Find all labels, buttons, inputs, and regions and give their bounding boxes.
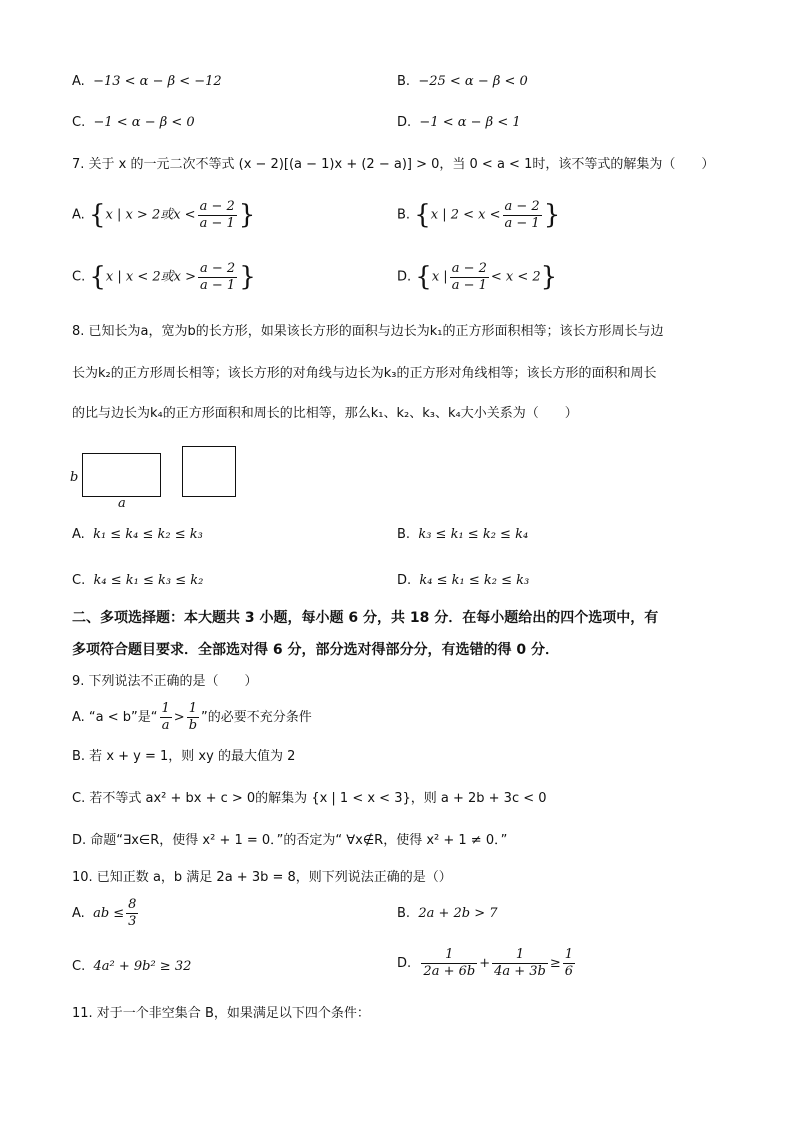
q6-option-c: C. −1 < α − β < 0 [72, 115, 195, 130]
q10-option-d: D. $\frac{1}{2a + 6b}$ + $\frac{1}{4a + 3b}$ ≥ $\frac{1}{6}$ [397, 947, 574, 979]
q9-option-c: C. 若不等式 ax² + bx + c > 0的解集为 {x | 1 < x < 3}，则 a + 2b + 3c < 0 [72, 791, 547, 806]
section2-heading-line2: 多项符合题目要求．全部选对得 6 分，部分选对得部分分，有选错的得 0 分． [72, 642, 559, 658]
q9-option-d: D. 命题“∃x∈R，使得 x² + 1 = 0．”的否定为“ ∀x∉R，使得 x² + 1 ≠ 0．” [72, 833, 508, 848]
figure-label-a: a [118, 496, 126, 511]
q8-option-b: B. k₃ ≤ k₁ ≤ k₂ ≤ k₄ [397, 527, 529, 542]
q7-option-d: D. {x | $\frac{a - 2}{a - 1}$ < x < 2} [397, 260, 558, 293]
square-figure [182, 446, 236, 497]
q7-option-a: A. {x | x > 2或x < $\frac{a - 2}{a - 1}$ } [72, 198, 256, 231]
figure-label-b: b [70, 470, 79, 485]
q10-option-a: A. ab ≤ $\frac{8}{3}$ [72, 897, 137, 929]
q6-option-a: A. −13 < α − β < −12 [72, 74, 222, 89]
q10-stem: 10. 已知正数 a，b 满足 2a + 3b = 8，则下列说法正确的是（） [72, 870, 452, 885]
q9-stem: 9. 下列说法不正确的是（ ） [72, 674, 258, 689]
rectangle-figure [82, 453, 161, 497]
q8-line1: 8. 已知长为a，宽为b的长方形，如果该长方形的面积与边长为k₁的正方形面积相等；该长方形周长与边 [72, 324, 664, 339]
q11-stem: 11. 对于一个非空集合 B，如果满足以下四个条件： [72, 1006, 370, 1021]
q10-option-c: C. 4a² + 9b² ≥ 32 [72, 959, 192, 974]
q8-option-d: D. k₄ ≤ k₁ ≤ k₂ ≤ k₃ [397, 573, 530, 588]
q7-option-c: C. {x | x < 2或x > $\frac{a - 2}{a - 1}$ } [72, 260, 256, 293]
q8-line3: 的比与边长为k₄的正方形面积和周长的比相等，那么k₁、k₂、k₃、k₄大小关系为（ ） [72, 406, 578, 421]
q8-option-c: C. k₄ ≤ k₁ ≤ k₃ ≤ k₂ [72, 573, 204, 588]
q6-option-d: D. −1 < α − β < 1 [397, 115, 521, 130]
q7-stem: 7. 关于 x 的一元二次不等式 (x − 2)[(a − 1)x + (2 − a)] > 0，当 0 < a < 1时，该不等式的解集为（ ） [72, 157, 715, 172]
q8-line2: 长为k₂的正方形周长相等；该长方形的对角线与边长为k₃的正方形对角线相等；该长方形的面积和周长 [72, 366, 657, 381]
q9-option-a: A. “a < b”是“ $\frac{1}{a}$ > $\frac{1}{b}$ ”的必要不充分条件 [72, 701, 312, 733]
q7-option-b: B. {x | 2 < x < $\frac{a - 2}{a - 1}$ } [397, 198, 561, 231]
section2-heading-line1: 二、多项选择题：本大题共 3 小题，每小题 6 分，共 18 分．在每小题给出的四个选项中，有 [72, 610, 659, 626]
q10-option-b: B. 2a + 2b > 7 [397, 906, 498, 921]
q8-option-a: A. k₁ ≤ k₄ ≤ k₂ ≤ k₃ [72, 527, 203, 542]
q9-option-b: B. 若 x + y = 1，则 xy 的最大值为 2 [72, 749, 296, 764]
q6-option-b: B. −25 < α − β < 0 [397, 74, 528, 89]
